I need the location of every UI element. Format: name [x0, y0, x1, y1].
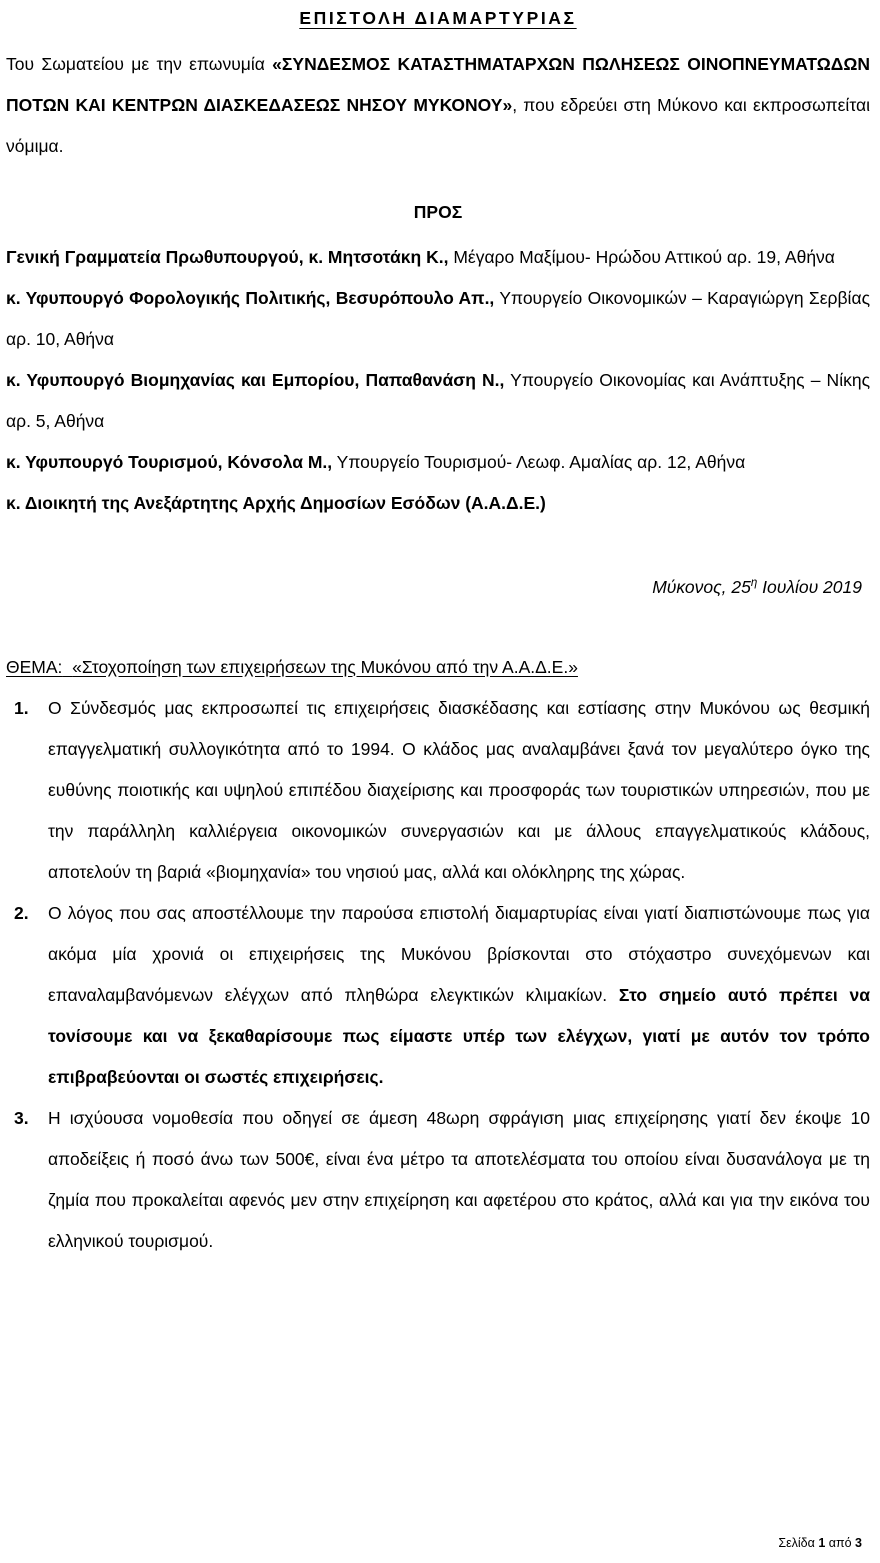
date-place: Μύκονος, 25 — [652, 576, 751, 597]
recipients-list — [6, 237, 870, 524]
recipient-address: Υπουργείο Τουρισμού- Λεωφ. Αμαλίας αρ. 12, Αθήνα — [332, 451, 746, 472]
list-item-number: 3. — [14, 1107, 29, 1128]
intro-tail-text: , που εδρεύει στη Μύκονο και εκπροσωπείται νόμιμα. — [6, 94, 870, 156]
organization-name: «ΣΥΝΔΕΣΜΟΣ ΚΑΤΑΣΤΗΜΑΤΑΡΧΩΝ ΠΩΛΗΣΕΩΣ ΟΙΝΟΠΝΕΥΜΑΤΩΔΩΝ ΠΟΤΩΝ ΚΑΙ ΚΕΝΤΡΩΝ ΔΙΑΣΚΕΔΑΣΕΩΣ ΝΗΣΟΥ ΜΥΚΟΝΟΥ» — [6, 53, 870, 115]
page-footer — [778, 1535, 862, 1551]
recipient-address: Μέγαρο Μαξίμου- Ηρώδου Αττικού αρ. 19, Αθήνα — [448, 246, 835, 267]
recipients-heading: ΠΡΟΣ — [413, 201, 463, 222]
intro-lead-text: Του Σωματείου με την επωνυμία — [6, 53, 273, 74]
date-rest: Ιουλίου 2019 — [757, 576, 862, 597]
recipient-name: κ. Υφυπουργό Τουρισμού, Κόνσολα Μ., — [6, 451, 333, 472]
recipient-item — [6, 360, 870, 442]
recipient-item — [6, 278, 870, 360]
footer-total-pages: 3 — [855, 1536, 862, 1550]
recipient-name: κ. Διοικητή της Ανεξάρτητης Αρχής Δημοσίων Εσόδων (Α.Α.Δ.Ε.) — [6, 492, 546, 513]
numbered-items-list — [6, 688, 870, 1262]
list-item-number: 2. — [14, 902, 29, 923]
recipient-name: κ. Υφυπουργό Βιομηχανίας και Εμπορίου, Παπαθανάση Ν., — [6, 369, 505, 390]
recipient-address: Υπουργείο Οικονομικών – Καραγιώργη Σερβίας αρ. 10, Αθήνα — [6, 287, 870, 349]
recipient-item — [6, 483, 870, 524]
subject-label: ΘΕΜΑ: — [6, 656, 63, 677]
recipient-item — [6, 442, 870, 483]
subject-line — [6, 652, 870, 682]
recipient-address: Υπουργείο Οικονομίας και Ανάπτυξης – Νίκης αρ. 5, Αθήνα — [6, 369, 870, 431]
list-item-text: Η ισχύουσα νομοθεσία που οδηγεί σε άμεση 48ωρη σφράγιση μιας επιχείρησης γιατί δεν έκοψε 10 αποδείξεις ή ποσό άνω των 500€, είναι ένα μέτρο τα αποτελέσματα του οποίου είναι δυσανάλογα με τη ζημία που προκαλείται αφενός μεν στην επιχείρηση και αφετέρου στο κράτος, αλλά και για την εικόνα του ελληνικού τουρισμού. — [48, 1107, 870, 1251]
subject-text: «Στοχοποίηση των επιχειρήσεων της Μυκόνου από την Α.Α.Δ.Ε.» — [72, 656, 578, 677]
footer-middle: από — [825, 1536, 856, 1550]
intro-paragraph — [6, 44, 870, 167]
list-item — [6, 1098, 870, 1262]
footer-prefix: Σελίδα — [778, 1536, 819, 1550]
list-item-text: Ο Σύνδεσμός μας εκπροσωπεί τις επιχειρήσεις διασκέδασης και εστίασης στην Μυκόνου ως θεσμική επαγγελματική συλλογικότητα από το 1994. Ο κλάδος μας αναλαμβάνει ξανά τον μεγαλύτερο όγκο της ευθύνης ποιοτικής και υψηλού επιπέδου διαχείρισης και προσφοράς των τουριστικών υπηρεσιών, που με την παράλληλη καλλιέργεια οικονομικών συνεργασιών και με άλλους επαγγελματικούς κλάδους, αποτελούν τη βαριά «βιομηχανία» του νησιού μας, αλλά και ολόκληρης της χώρας. — [48, 697, 870, 882]
list-item-bold-text: Στο σημείο αυτό πρέπει να τονίσουμε και να ξεκαθαρίσουμε πως είμαστε υπέρ των ελέγχων, γιατί με αυτόν τον τρόπο επιβραβεύονται οι σωστές επιχειρήσεις. — [48, 984, 870, 1087]
document-page — [0, 10, 880, 1563]
date-ordinal-suffix: η — [750, 576, 758, 589]
recipient-name: Γενική Γραμματεία Πρωθυπουργού, κ. Μητσοτάκη Κ., — [6, 246, 449, 267]
date-line — [6, 572, 870, 602]
recipient-item — [6, 237, 870, 278]
footer-current-page: 1 — [818, 1536, 826, 1550]
list-item-number: 1. — [14, 697, 29, 718]
list-item — [6, 893, 870, 1098]
page-title: ΕΠΙΣΤΟΛΗ ΔΙΑΜΑΡΤΥΡΙΑΣ — [299, 8, 577, 28]
list-item-text: Ο λόγος που σας αποστέλλουμε την παρούσα επιστολή διαμαρτυρίας είναι γιατί διαπιστώνουμε πως για ακόμα μία χρονιά οι επιχειρήσεις της Μυκόνου βρίσκονται στο στόχαστρο συνεχόμενων και επαναλαμβανόμενων ελέγχων από πληθώρα ελεγκτικών κλιμακίων. — [48, 902, 870, 1005]
list-item — [6, 688, 870, 893]
recipient-name: κ. Υφυπουργό Φορολογικής Πολιτικής, Βεσυρόπουλο Απ., — [6, 287, 495, 308]
